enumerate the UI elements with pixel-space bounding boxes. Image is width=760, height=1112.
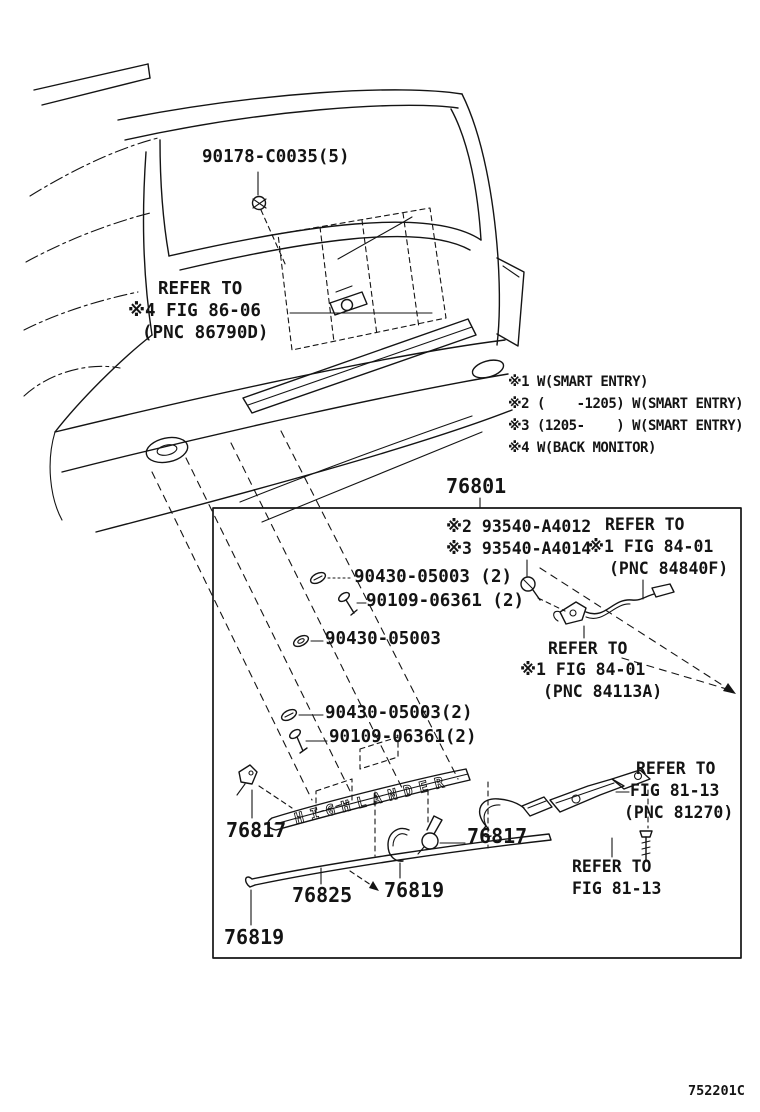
label-screw-bottom: 90109-06361(2) bbox=[329, 727, 477, 747]
grommet-glyph bbox=[292, 633, 323, 648]
washer-glyph-top bbox=[309, 570, 352, 585]
label-washer-bottom: 90430-05003(2) bbox=[325, 703, 473, 723]
label-camera-screw-a4012: ※2 93540-A4012 bbox=[446, 517, 592, 536]
label-clip-90178: 90178-C0035(5) bbox=[202, 147, 350, 167]
label-refer-84113-l1: REFER TO bbox=[548, 639, 628, 658]
clip-76817-left-glyph bbox=[237, 765, 292, 818]
washer-glyph-bottom bbox=[280, 707, 323, 722]
car-rear-view-drawing bbox=[24, 64, 524, 532]
plate-projection-dashed bbox=[261, 208, 446, 350]
note-smart-entry-2: ※2 ( -1205) W(SMART ENTRY) bbox=[508, 396, 744, 412]
label-assembly-76801: 76801 bbox=[446, 474, 507, 498]
garnish-highlander-drawing bbox=[268, 769, 470, 830]
figure-code: 752201C bbox=[688, 1083, 745, 1099]
note-back-monitor-4: ※4 W(BACK MONITOR) bbox=[508, 440, 656, 456]
label-refer-8113-l2: FIG 81-13 bbox=[572, 879, 662, 898]
label-moulding-76825: 76825 bbox=[292, 883, 353, 907]
label-refer-8606-l2: ※4 FIG 86-06 bbox=[128, 301, 261, 321]
label-camera-screw-a4014: ※3 93540-A4014 bbox=[446, 539, 592, 558]
label-refer-8606-l1: REFER TO bbox=[158, 279, 243, 299]
label-refer-84840-l1: REFER TO bbox=[605, 515, 685, 534]
label-refer-84840-l3: (PNC 84840F) bbox=[609, 559, 729, 578]
label-pad-76819-left: 76819 bbox=[224, 925, 285, 949]
garnish-emboss-text: HIGHLANDER bbox=[292, 771, 453, 828]
label-pad-76819-right: 76819 bbox=[384, 878, 445, 902]
label-clip-76817-right: 76817 bbox=[467, 824, 528, 848]
screw-fig8113-glyph bbox=[640, 831, 652, 860]
label-refer-84840-l2: ※1 FIG 84-01 bbox=[588, 537, 714, 556]
back-door-lock-drawing bbox=[330, 286, 367, 315]
detail-box-contents bbox=[237, 560, 736, 925]
label-clip-76817-left: 76817 bbox=[226, 818, 287, 842]
label-screw-top: 90109-06361 (2) bbox=[366, 591, 525, 611]
label-washer-top: 90430-05003 (2) bbox=[354, 567, 513, 587]
label-washer-mid: 90430-05003 bbox=[325, 629, 441, 649]
screw-glyph-top bbox=[337, 591, 366, 615]
label-refer-81270-l2: FIG 81-13 bbox=[630, 781, 720, 800]
tailgate-garnish-on-car-drawing bbox=[243, 319, 476, 413]
label-refer-8606-l3: (PNC 86790D) bbox=[142, 323, 269, 343]
note-smart-entry-1: ※1 W(SMART ENTRY) bbox=[508, 374, 648, 390]
reflector-drawing bbox=[470, 357, 505, 381]
camera-screw-glyph bbox=[521, 560, 565, 611]
clip-90178-glyph bbox=[253, 172, 267, 210]
label-refer-84113-l3: (PNC 84113A) bbox=[543, 682, 663, 701]
clip-76817-right-glyph bbox=[418, 816, 465, 854]
label-refer-81270-l3: (PNC 81270) bbox=[624, 803, 734, 822]
tail-lamp-drawing bbox=[497, 258, 524, 346]
label-refer-81270-l1: REFER TO bbox=[636, 759, 716, 778]
label-refer-84113-l2: ※1 FIG 84-01 bbox=[520, 660, 646, 679]
label-refer-8113-l1: REFER TO bbox=[572, 857, 652, 876]
camera-bracket-harness-drawing bbox=[554, 580, 674, 638]
note-smart-entry-3: ※3 (1205- ) W(SMART ENTRY) bbox=[508, 418, 744, 434]
